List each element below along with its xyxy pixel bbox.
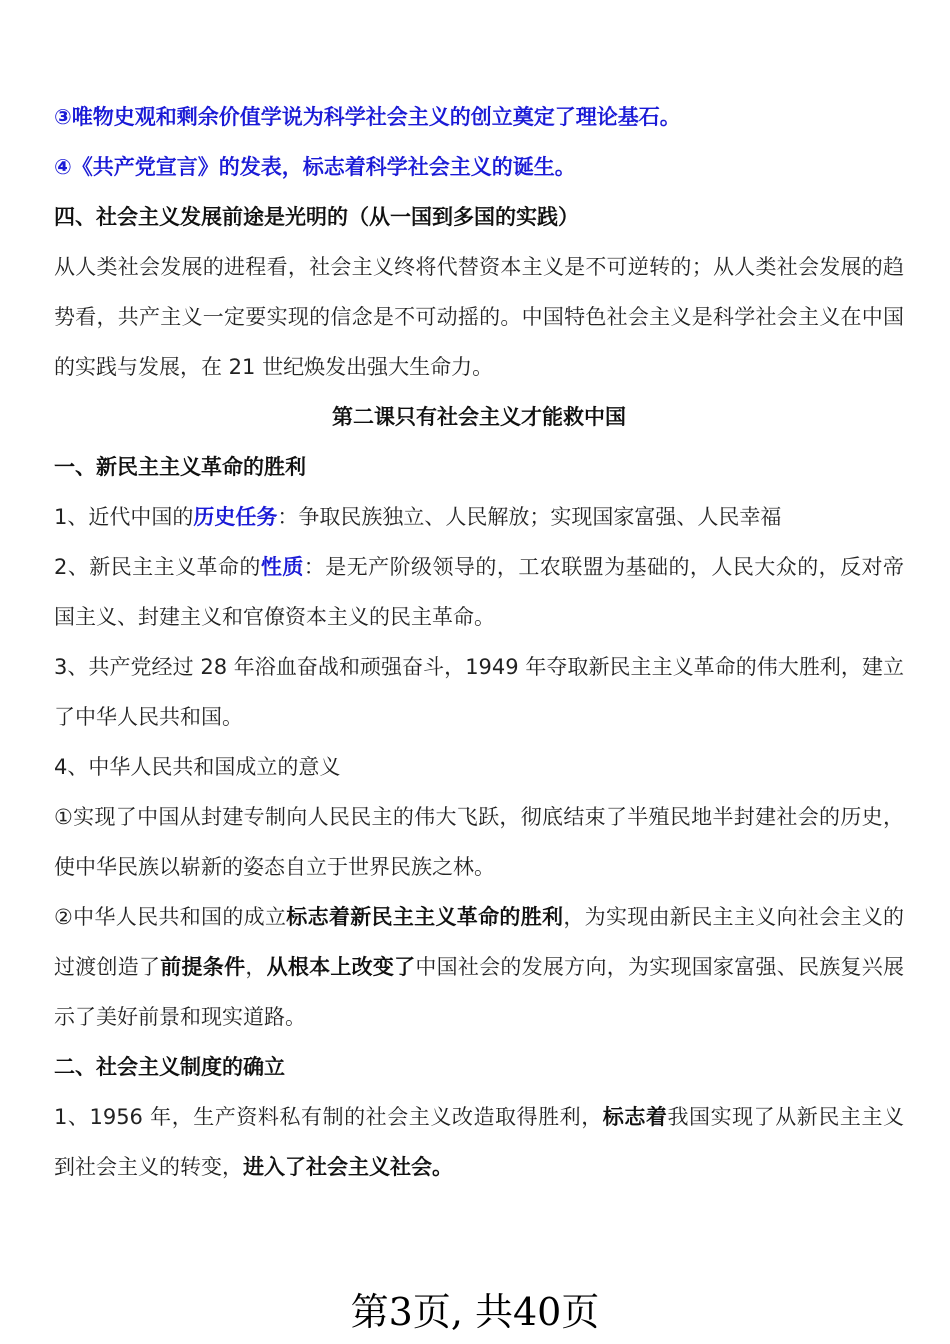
item-5-b: 标志着 bbox=[602, 1105, 668, 1129]
item-4-point-2-d: 前提条件 bbox=[160, 955, 246, 979]
item-5 bbox=[54, 1092, 904, 1192]
item-4-point-2-f: 从根本上改变了 bbox=[266, 955, 416, 979]
item-1-prefix: 1、近代中国的 bbox=[54, 505, 194, 529]
item-4-point-2-a: ②中华人民共和国的成立 bbox=[54, 905, 287, 929]
document-content bbox=[54, 92, 904, 1192]
item-1-rest: ：争取民族独立、人民解放；实现国家富强、人民幸福 bbox=[277, 505, 782, 529]
item-4-point-2-g: 中国社会的发展方向，为实现国家富强、民族复兴展示了美好前景和现实道路。 bbox=[54, 955, 905, 1029]
item-5-a: 1、1956 年，生产资料私有制的社会主义改造取得胜利， bbox=[54, 1105, 603, 1129]
item-4-point-2-e: ， bbox=[245, 955, 267, 979]
item-2 bbox=[54, 542, 904, 642]
item-1 bbox=[54, 492, 904, 542]
item-5-d: 进入了社会主义社会。 bbox=[243, 1155, 453, 1179]
section-4-heading: 四、社会主义发展前途是光明的（从一国到多国的实践） bbox=[54, 205, 579, 229]
item-2-rest: ：是无产阶级领导的，工农联盟为基础的，人民大众的，反对帝国主义、封建主义和官僚资本主义的民主革命。 bbox=[54, 555, 904, 629]
section-4-paragraph: 从人类社会发展的进程看，社会主义终将代替资本主义是不可逆转的；从人类社会发展的趋势看，共产主义一定要实现的信念是不可动摇的。中国特色社会主义是科学社会主义在中国的实践与发展，在 21 世纪焕发出强大生命力。 bbox=[54, 255, 904, 379]
item-2-keyword: 性质 bbox=[260, 555, 304, 579]
item-5-c: 我国实现了从新民主主义到社会主义的转变， bbox=[54, 1105, 905, 1179]
point-3-line: ③唯物史观和剩余价值学说为科学社会主义的创立奠定了理论基石。 bbox=[54, 105, 681, 129]
lesson-title: 第二课只有社会主义才能救中国 bbox=[332, 405, 626, 429]
item-2-prefix: 2、新民主主义革命的 bbox=[54, 555, 261, 579]
point-4-line: ④《共产党宣言》的发表，标志着科学社会主义的诞生。 bbox=[54, 155, 576, 179]
item-4-point-2-b: 标志着新民主主义革命的胜利 bbox=[286, 905, 564, 929]
item-4-point-2 bbox=[54, 892, 904, 1042]
item-3: 3、共产党经过 28 年浴血奋战和顽强奋斗，1949 年夺取新民主主义革命的伟大胜利，建立了中华人民共和国。 bbox=[54, 655, 904, 729]
item-4-point-2-c: ，为实现由新民主主义向社会主义的过渡创造了 bbox=[54, 905, 905, 979]
page-number-footer: 第3页, 共40页 bbox=[350, 1290, 600, 1334]
item-4-point-1: ①实现了中国从封建专制向人民民主的伟大飞跃，彻底结束了半殖民地半封建社会的历史，使中华民族以崭新的姿态自立于世界民族之林。 bbox=[54, 805, 904, 879]
section-2-heading: 二、社会主义制度的确立 bbox=[54, 1055, 285, 1079]
item-1-keyword: 历史任务 bbox=[193, 505, 278, 529]
item-4: 4、中华人民共和国成立的意义 bbox=[54, 755, 341, 779]
section-1-heading: 一、新民主主义革命的胜利 bbox=[54, 455, 306, 479]
